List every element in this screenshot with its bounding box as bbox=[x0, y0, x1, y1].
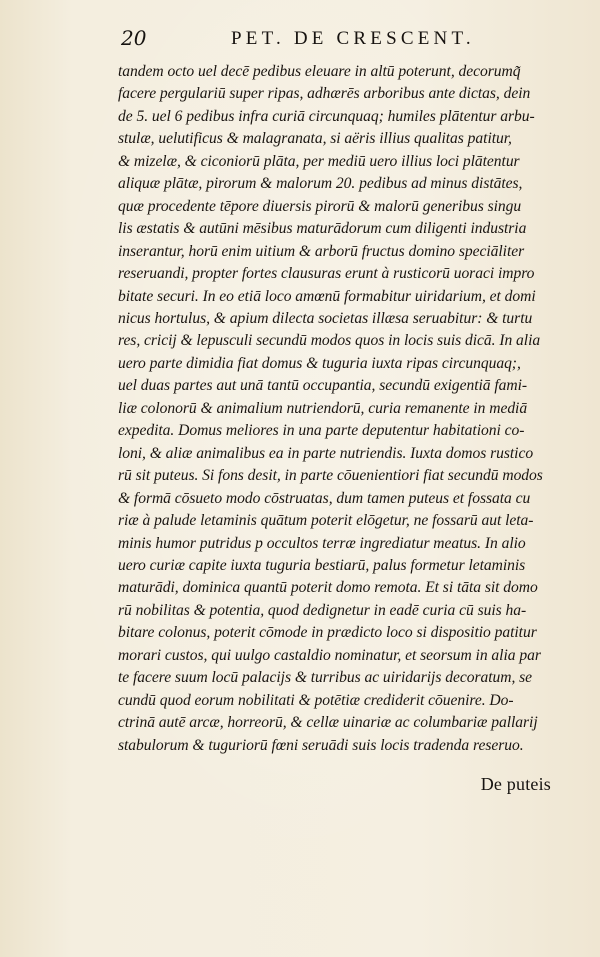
running-head: PET. DE CRESCENT. bbox=[231, 28, 475, 49]
text-line: maturādi, dominica quantū poterit domo remota. Et si tāta sit domo bbox=[118, 579, 538, 597]
text-line: bitare colonus, poterit cōmode in prædicto loco si dispositio patitur bbox=[118, 624, 537, 642]
text-line: uero parte dimidia fiat domus & tuguria iuxta ripas circunquaq;, bbox=[118, 354, 521, 372]
text-line: bitate securi. In eo etiā loco amœnū formabitur uiridarium, et domi bbox=[118, 287, 536, 305]
text-line: & mizelæ, & ciconiorū plāta, per mediū uero illius loci plātentur bbox=[118, 152, 520, 170]
text-line: rū sit puteus. Si fons desit, in parte cōuenientiori fiat secundū modos bbox=[118, 467, 543, 485]
text-line: minis humor putridus p occultos terræ ingrediatur meatus. In alio bbox=[118, 534, 526, 552]
text-line: uero curiæ capite iuxta tuguria bestiarū, palus formetur letaminis bbox=[118, 556, 526, 574]
text-line: facere pergulariū super ripas, adhærēs arboribus ante dictas, dein bbox=[118, 85, 531, 103]
text-line: tandem octo uel decē pedibus eleuare in altū poterunt, decorumq̃ bbox=[118, 63, 521, 80]
text-line: stulæ, uelutificus & malagranata, si aëris illius qualitas patitur, bbox=[118, 130, 512, 148]
text-line: loni, & aliæ animalibus ea in parte nutriendis. Iuxta domos rustico bbox=[118, 444, 534, 462]
text-line: uel duas partes aut unā tantū occupantia, secundū exigentiā fami- bbox=[118, 377, 528, 395]
text-line: reseruandi, propter fortes clausuras erunt à rusticorū uoraci impro bbox=[118, 265, 535, 283]
text-line: aliquæ plātæ, pirorum & malorum 20. pedibus ad minus distātes, bbox=[118, 175, 523, 193]
text-line: morari custos, qui uulgo castaldio nominatur, et seorsum in alia par bbox=[118, 646, 541, 664]
text-line: liæ colonorū & animalium nutriendorū, curia remanente in mediā bbox=[118, 399, 528, 417]
text-line: ctrinā autē arcæ, horreorū, & cellæ uinariæ ac columbariæ pallarij bbox=[118, 714, 538, 732]
text-line: de 5. uel 6 pedibus infra curiā circunquaq; humiles plātentur arbu- bbox=[118, 107, 535, 125]
text-line: res, cricij & lepusculi secundū modos quos in locis suis dicā. In alia bbox=[118, 332, 541, 350]
text-line: nicus hortulus, & apium dilecta societas illæsa seruabitur: & turtu bbox=[118, 309, 533, 327]
page-number: 20 bbox=[121, 26, 147, 50]
text-line: quæ procedente tēpore diuersis pirorū & malorū generibus singu bbox=[118, 197, 522, 215]
text-line: stabulorum & tuguriorū fœni seruādi suis locis tradenda reseruo. bbox=[118, 736, 524, 754]
text-line: te facere suum locū palacijs & turribus ac uiridarijs decoratum, se bbox=[118, 669, 533, 687]
text-line: lis æstatis & autūni mēsibus maturādorum cum diligenti industria bbox=[118, 220, 527, 238]
body-text bbox=[118, 61, 574, 757]
page-header bbox=[112, 24, 532, 54]
text-line: cundū quod eorum nobilitati & potētiæ crediderit cōuenire. Do- bbox=[118, 691, 514, 709]
text-line: expedita. Domus meliores in una parte deputentur habitationi co- bbox=[118, 422, 525, 440]
text-line: rū nobilitas & potentia, quod dedignetur in eadē curia cū suis ha- bbox=[118, 601, 527, 619]
text-line: riæ à palude letaminis quātum poterit elōgetur, ne fossarū aut leta- bbox=[118, 512, 534, 530]
text-line: inserantur, horū enim uitium & arborū fructus domino speciāliter bbox=[118, 242, 525, 260]
text-line: & formā cōsueto modo cōstruatas, dum tamen puteus et fossata cu bbox=[118, 489, 531, 507]
catchword: De puteis bbox=[480, 774, 551, 794]
